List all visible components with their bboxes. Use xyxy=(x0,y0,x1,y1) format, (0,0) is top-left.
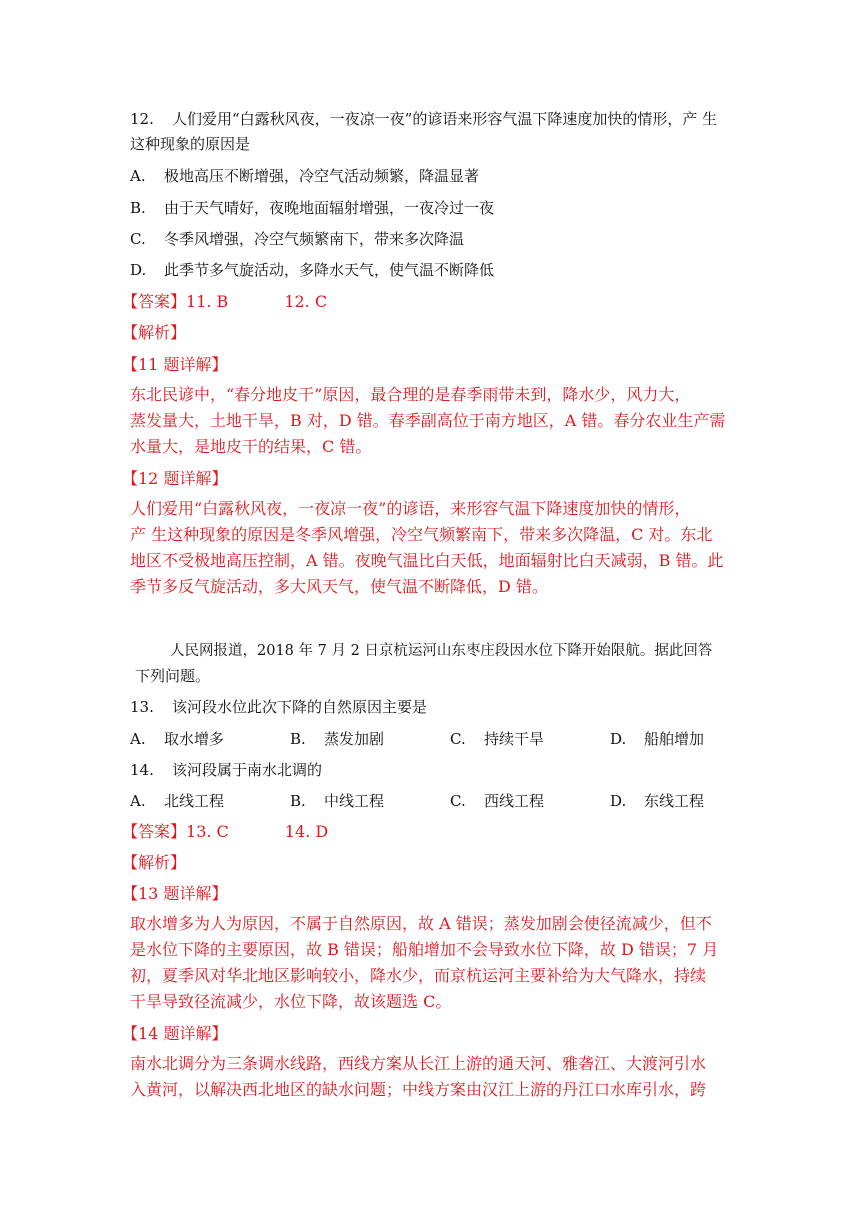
q12-option-d: D. 此季节多气旋活动，多降水天气，使气温不断降低 xyxy=(130,261,495,279)
q13-option-c: C. 持续干旱 xyxy=(450,730,545,748)
detail-12-line: 季节多反气旋活动，多大风天气，使气温不断降低，D 错。 xyxy=(130,577,548,596)
q12-option-c: C. 冬季风增强，冷空气频繁南下，带来多次降温 xyxy=(130,230,465,248)
q14-option-d: D. 东线工程 xyxy=(610,792,705,810)
q13-option-b: B. 蒸发加剧 xyxy=(290,730,385,748)
detail-13-line: 干旱导致径流减少，水位下降，故该题选 C。 xyxy=(130,992,452,1011)
detail-12-line: 产 生这种现象的原因是冬季风增强，冷空气频繁南下，带来多次降温，C 对。东北 xyxy=(130,525,713,544)
q12-stem-text: 人们爱用“白露秋风夜，一夜凉一夜”的谚语来形容气温下降速度加快的情形，产 生 xyxy=(172,110,718,128)
detail-11-line: 水量大，是地皮干的结果，C 错。 xyxy=(130,437,372,456)
q14-number: 14. xyxy=(130,761,154,779)
q14-option-b: B. 中线工程 xyxy=(290,792,385,810)
detail-12-title: 【12 题详解】 xyxy=(122,469,228,488)
q14-stem: 14. 该河段属于南水北调的 xyxy=(130,761,323,779)
passage-line2: 下列问题。 xyxy=(135,667,211,685)
detail-14-line: 入黄河，以解决西北地区的缺水问题；中线方案由汉江上游的丹江口水库引水，跨 xyxy=(130,1080,707,1099)
q12-option-b: B. 由于天气晴好，夜晚地面辐射增强，一夜冷过一夜 xyxy=(130,199,495,217)
q13-option-d: D. 船舶增加 xyxy=(610,730,705,748)
detail-13-line: 取水增多为人为原因，不属于自然原因，故 A 错误；蒸发加剧会使径流减少，但不 xyxy=(130,914,712,933)
detail-13-line: 初，夏季风对华北地区影响较小，降水少，而京杭运河主要补给为大气降水，持续 xyxy=(130,966,707,985)
passage-line1: 人民网报道，2018 年 7 月 2 日京杭运河山东枣庄段因水位下降开始限航。据此回答 xyxy=(170,643,713,659)
q14-option-c: C. 西线工程 xyxy=(450,792,545,810)
q12-stem-line2: 这种现象的原因是 xyxy=(130,135,251,153)
detail-13-line: 是水位下降的主要原因，故 B 错误；船舶增加不会导致水位下降，故 D 错误；7 月 xyxy=(130,940,719,959)
q12-stem-line1 xyxy=(130,109,717,129)
answer-label: 【答案】 xyxy=(122,292,187,311)
answer-13-14: 【答案】13. C 14. D xyxy=(122,822,329,841)
q12-option-a: A. 极地高压不断增强，冷空气活动频繁，降温显著 xyxy=(130,167,480,185)
detail-12-line: 地区不受极地高压控制，A 错。夜晚气温比白天低，地面辐射比白天减弱，B 错。此 xyxy=(130,551,724,570)
detail-11-title: 【11 题详解】 xyxy=(122,355,228,374)
q13-number: 13. xyxy=(130,698,154,716)
q13-stem: 13. 该河段水位此次下降的自然原因主要是 xyxy=(130,698,428,716)
detail-13-title: 【13 题详解】 xyxy=(122,884,228,903)
detail-11-line: 蒸发量大，土地干旱，B 对，D 错。春季副高位于南方地区，A 错。春分农业生产需 xyxy=(130,411,726,430)
detail-14-title: 【14 题详解】 xyxy=(122,1024,228,1043)
analysis-heading-2: 【解析】 xyxy=(122,853,187,872)
q14-option-a: A. 北线工程 xyxy=(130,792,225,810)
analysis-heading-1: 【解析】 xyxy=(122,323,187,342)
q13-option-a: A. 取水增多 xyxy=(130,730,225,748)
answer-11-12: 【答案】11. B 12. C xyxy=(122,292,328,311)
detail-14-line: 南水北调分为三条调水线路，西线方案从长江上游的通天河、雅砻江、大渡河引水 xyxy=(130,1054,707,1073)
detail-12-line: 人们爱用“白露秋风夜，一夜凉一夜”的谚语，来形容气温下降速度加快的情形， xyxy=(130,499,691,518)
detail-11-line: 东北民谚中，“春分地皮干”原因，最合理的是春季雨带未到，降水少，风力大， xyxy=(130,385,691,404)
q12-number: 12. xyxy=(130,110,154,128)
answer-label: 【答案】 xyxy=(122,822,187,841)
